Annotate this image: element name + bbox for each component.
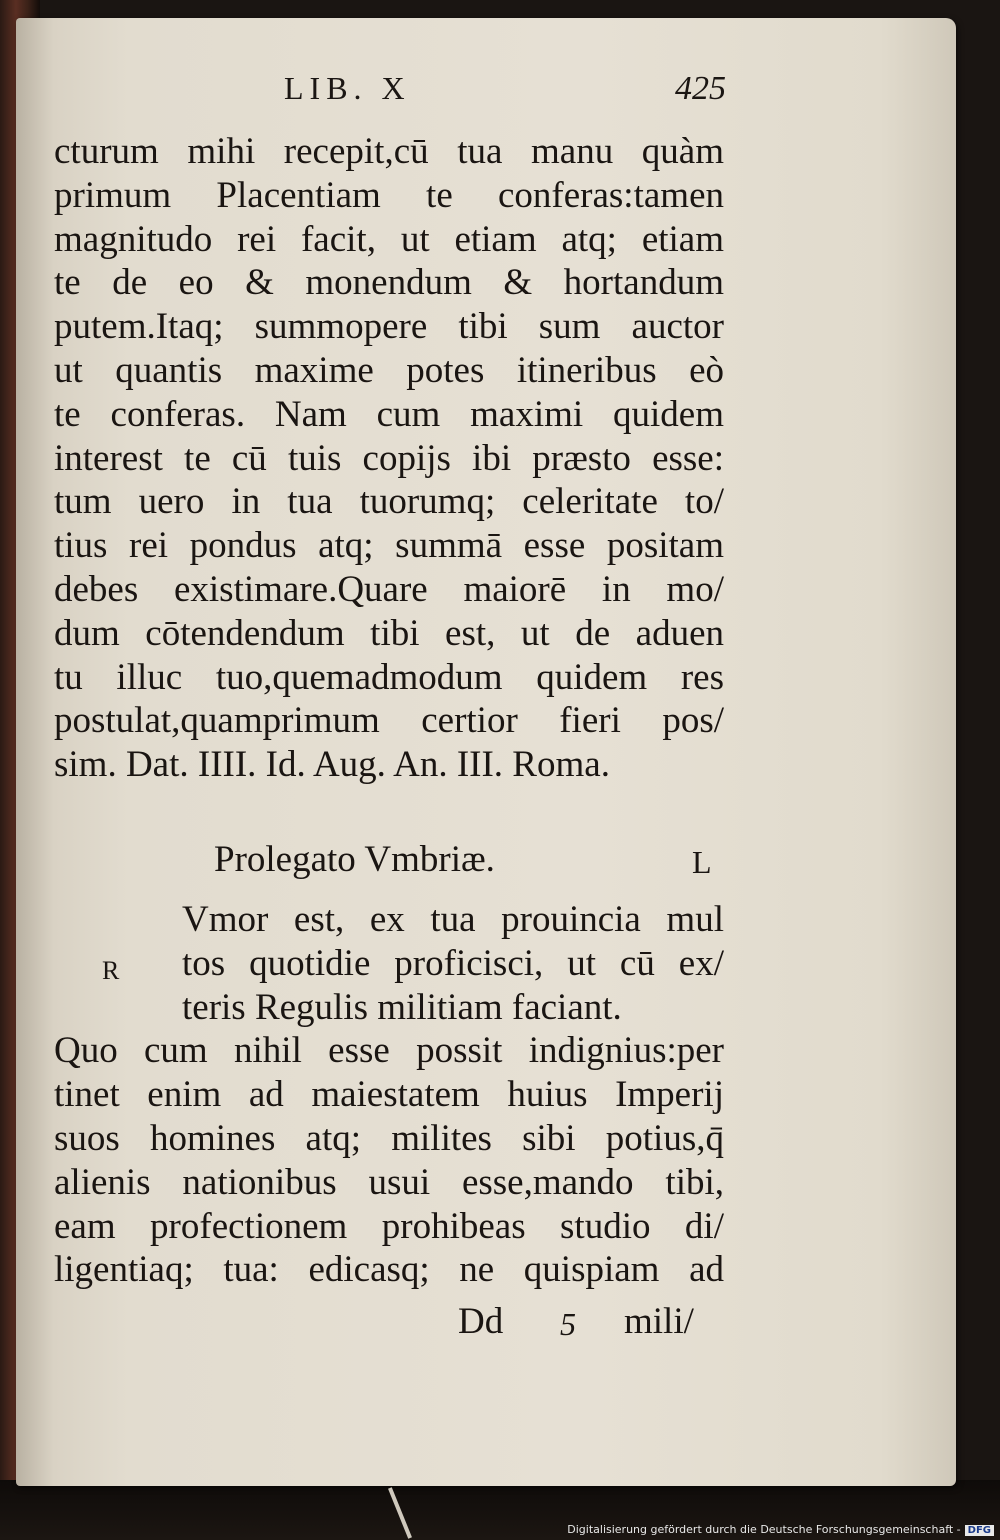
digitization-credit (567, 1523, 994, 1536)
running-head-title: LIB. X (284, 70, 411, 106)
dfg-logo: DFG (965, 1525, 994, 1536)
signature-catchword-line (16, 1300, 956, 1346)
text-line: postulat,quamprimum certior fieri pos/ (54, 700, 724, 742)
text-line: debes existimare.Quare maiorē in mo/ (54, 568, 724, 610)
text-line: tu illuc tuo,quemadmodum quidem res (54, 656, 724, 698)
signature-mark: Dd (458, 1301, 504, 1342)
text-line: tum uero in tua tuorumq; celeritate to/ (54, 481, 724, 523)
text-line: ut quantis maxime potes itineribus eò (54, 349, 724, 391)
text-line: interest te cū tuis copijs ibi præsto esse: (54, 437, 724, 479)
catchword: mili/ (624, 1301, 694, 1342)
text-line: alienis nationibus usui esse,mando tibi, (54, 1161, 724, 1203)
letter-heading (16, 838, 956, 886)
credit-text: Digitalisierung gefördert durch die Deutsche Forschungsgemeinschaft - (567, 1523, 961, 1536)
book-page (16, 18, 956, 1486)
text-line: primum Placentiam te conferas:tamen (54, 174, 724, 216)
text-line: ligentiaq; tua: edicasq; ne quispiam ad (54, 1249, 724, 1291)
text-line: cturum mihi recepit,cū tua manu quàm (54, 131, 724, 172)
text-line: tos quotidie proficisci, ut cū ex/ (182, 942, 724, 984)
text-line: Vmor est, ex tua prouincia mul (182, 899, 724, 940)
page-number: 425 (675, 70, 726, 107)
letter-continuation-text (54, 130, 724, 787)
text-line: suos homines atq; milites sibi potius,q̄ (54, 1117, 724, 1159)
signature-number: 5 (560, 1306, 576, 1342)
text-line: tinet enim ad maiestatem huius Imperij (54, 1074, 724, 1116)
running-head (16, 70, 956, 120)
text-line-dateline: sim. Dat. IIII. Id. Aug. An. III. Roma. (54, 744, 610, 786)
text-line: dum cōtendendum tibi est, ut de aduen (54, 612, 724, 654)
letter-heading-title: Prolegato Vmbriæ. (214, 839, 495, 880)
letter-body-text (54, 898, 724, 1292)
text-line: Quo cum nihil esse possit indignius:per (54, 1030, 724, 1072)
text-line: te de eo & monendum & hortandum (54, 262, 724, 304)
text-line: te conferas. Nam cum maximi quidem (54, 393, 724, 435)
text-line: putem.Itaq; summopere tibi sum auctor (54, 306, 724, 348)
text-line: teris Regulis militiam faciant. (182, 986, 622, 1028)
text-line: tius rei pondus atq; summā esse positam (54, 525, 724, 567)
drop-initial-guide-letter: R (102, 956, 120, 985)
text-line: eam profectionem prohibeas studio di/ (54, 1205, 724, 1247)
letter-number-marker: L (692, 844, 712, 880)
text-line: magnitudo rei facit, ut etiam atq; etiam (54, 218, 724, 260)
